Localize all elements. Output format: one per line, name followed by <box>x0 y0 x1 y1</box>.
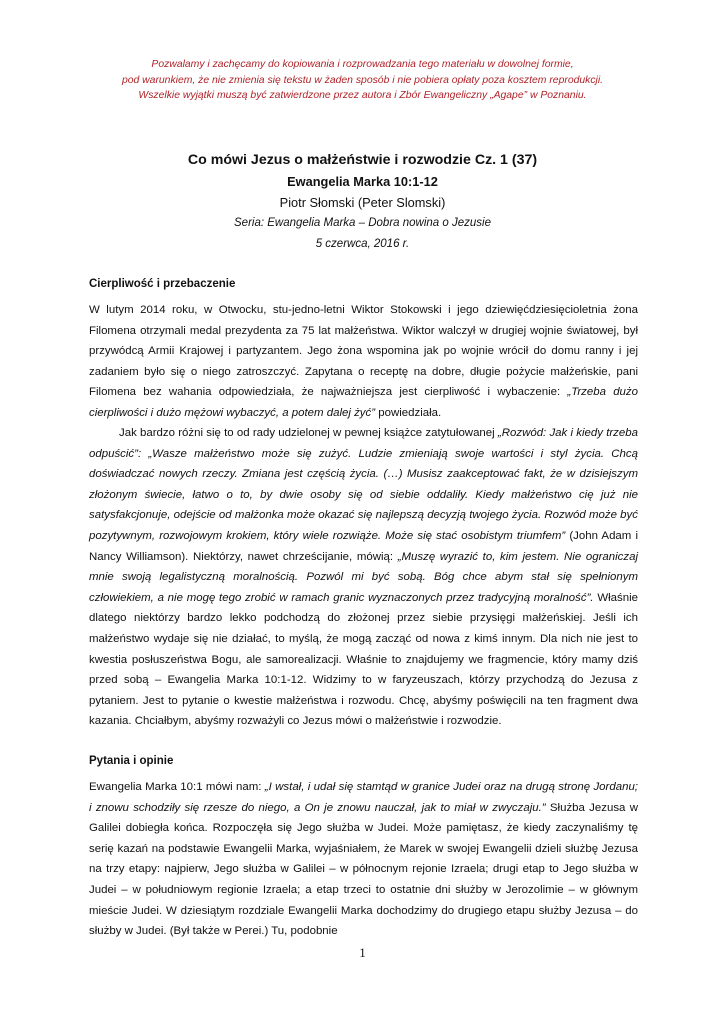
paragraph-text: W lutym 2014 roku, w Otwocku, stu-jedno-letni Wiktor Stokowski i jego dziewięćdziesięcioletnia żona Filomena otrzymali medal prezydenta za 75 lat małżeństwa. Wiktor walczył w drugiej wojnie światowej, był przywódcą Armii Krajowej i partyzantem. Jego żona wspomina jak po wojnie wrócił do domu ranny i jej zadaniem było się o niego zatroszczyć. Zapytana o receptę na dobre, długie pożycie małżeńskie, pani Filomena bez wahania odpowiedziała, że najważniejsza jest cierpliwość i wybaczenie: <box>89 304 638 399</box>
copyright-notice <box>60 57 665 104</box>
author-name: Piotr Słomski (Peter Slomski) <box>279 195 446 210</box>
paragraph-text: powiedziała. <box>375 406 442 419</box>
notice-line: pod warunkiem, że nie zmienia się tekstu w żaden sposób i nie pobiera opłaty poza kosztem reprodukcji. <box>121 74 604 86</box>
section-heading: Cierpliwość i przebaczenie <box>89 278 236 290</box>
paragraph <box>89 777 638 942</box>
quote-text: „Trzeba dużo cierpliwości i dużo mężowi wybaczyć, a potem dalej żyć” <box>89 386 638 419</box>
quote-text: „Muszę wyrazić to, kim jestem. Nie ograniczaj mnie swoją legalistyczną moralnością. Pozwól mi być sobą. Bóg chce abym stał się spełnionym człowiekiem, a nie mogę tego zrobić w ramach granic wyznaczonych przez tradycyjną moralność”. <box>89 550 638 604</box>
paragraph <box>89 423 638 732</box>
section-heading: Pytania i opinie <box>89 755 174 767</box>
paragraph-text: Jak bardzo różni się to od rady udzielonej w pewnej książce zatytułowanej <box>119 427 498 439</box>
notice-line: Wszelkie wyjątki muszą być zatwierdzone przez autora i Zbór Ewangeliczny „Agape” w Poznaniu. <box>138 90 587 101</box>
sermon-date: 5 czerwca, 2016 r. <box>315 238 410 250</box>
scripture-reference: Ewangelia Marka 10:1-12 <box>287 174 438 189</box>
sermon-header <box>60 150 665 255</box>
paragraph-text: Ewangelia Marka 10:1 mówi nam: <box>89 781 265 793</box>
sermon-title: Co mówi Jezus o małżeństwie i rozwodzie Cz. 1 (37) <box>187 152 538 168</box>
paragraph-text: Właśnie dlatego niektórzy bardzo lekko podchodzą do złożonej przez siebie przysięgi małżeńskiej. Jeśli ich małżeństwo wydaje się nie działać, to myślą, że mogą zacząć od nowa z kimś innym. Dla nich nie jest to kwestia posłuszeństwa Bogu, ale samorealizacji. Właśnie to znajdujemy we fragmencie, który mamy dziś przed sobą – Ewangelia Marka 10:1-12. Widzimy to w faryzeuszach, którzy przychodzą do Jezusa z pytaniem. Jest to pytanie o kwestie małżeństwa i rozwodu. Chcę, abyśmy poświęcili na ten fragment dwa kazania. Chciałbym, abyśmy rozważyli co Jezus mówi o małżeństwie i rozwodzie. <box>89 591 639 728</box>
quote-text: „I wstał, i udał się stamtąd w granice Judei oraz na drugą stronę Jordanu; i znowu schodziły się rzesze do niego, a On je znowu nauczał, jak to miał w zwyczaju.” <box>89 781 638 814</box>
quote-text: „Rozwód: Jak i kiedy trzeba odpuścić”: „Wasze małżeństwo może się zużyć. Ludzie zmieniają swoje wartości i styl życia. Chcą doświadczać nowych rzeczy. Zmiana jest częścią życia. (…) Musisz zaakceptować fakt, że w dzisiejszym złożonym świecie, łatwo o to, by dwie osoby się od siebie oddaliły. Kiedy małżeństwo cię już nie satysfakcjonuje, odejście od małżonka może okazać się najlepszą decyzją twojego życia. Rozwód może być pozytywnym, rozwojowym krokiem, który wiele rozwiąże. Może się stać osobistym triumfem” <box>89 427 638 542</box>
series-name: Seria: Ewangelia Marka – Dobra nowina o Jezusie <box>234 217 491 229</box>
paragraph <box>89 300 638 424</box>
paragraph-text: Służba Jezusa w Galilei dobiegła końca. Rozpoczęła się Jego służba w Judei. Może pamiętasz, że kiedy zaczynaliśmy tę serię kazań na podstawie Ewangelii Marka, wyjaśniałem, że Marek w swojej Ewangelii dzieli służbę Jezusa na trzy etapy: najpierw, Jego służba w Galilei – w północnym rejonie Izraela; drugi etap to Jego służba w Judei – w południowym regionie Izraela; a etap trzeci to ostatnie dni służby w Jerozolimie – w głównym mieście Judei. W dziesiątym rozdziale Ewangelii Marka dochodzimy do drugiego etapu służby Jezusa – do służby w Judei. (Był także w Perei.) Tu, podobnie <box>89 801 638 938</box>
page-number: 1 <box>359 945 366 960</box>
notice-line: Pozwalamy i zachęcamy do kopiowania i rozprowadzania tego materiału w dowolnej formie, <box>151 59 574 70</box>
paragraph-text: (John Adam i Nancy Williamson). Niektórzy, nawet chrześcijanie, mówią: <box>89 529 638 563</box>
